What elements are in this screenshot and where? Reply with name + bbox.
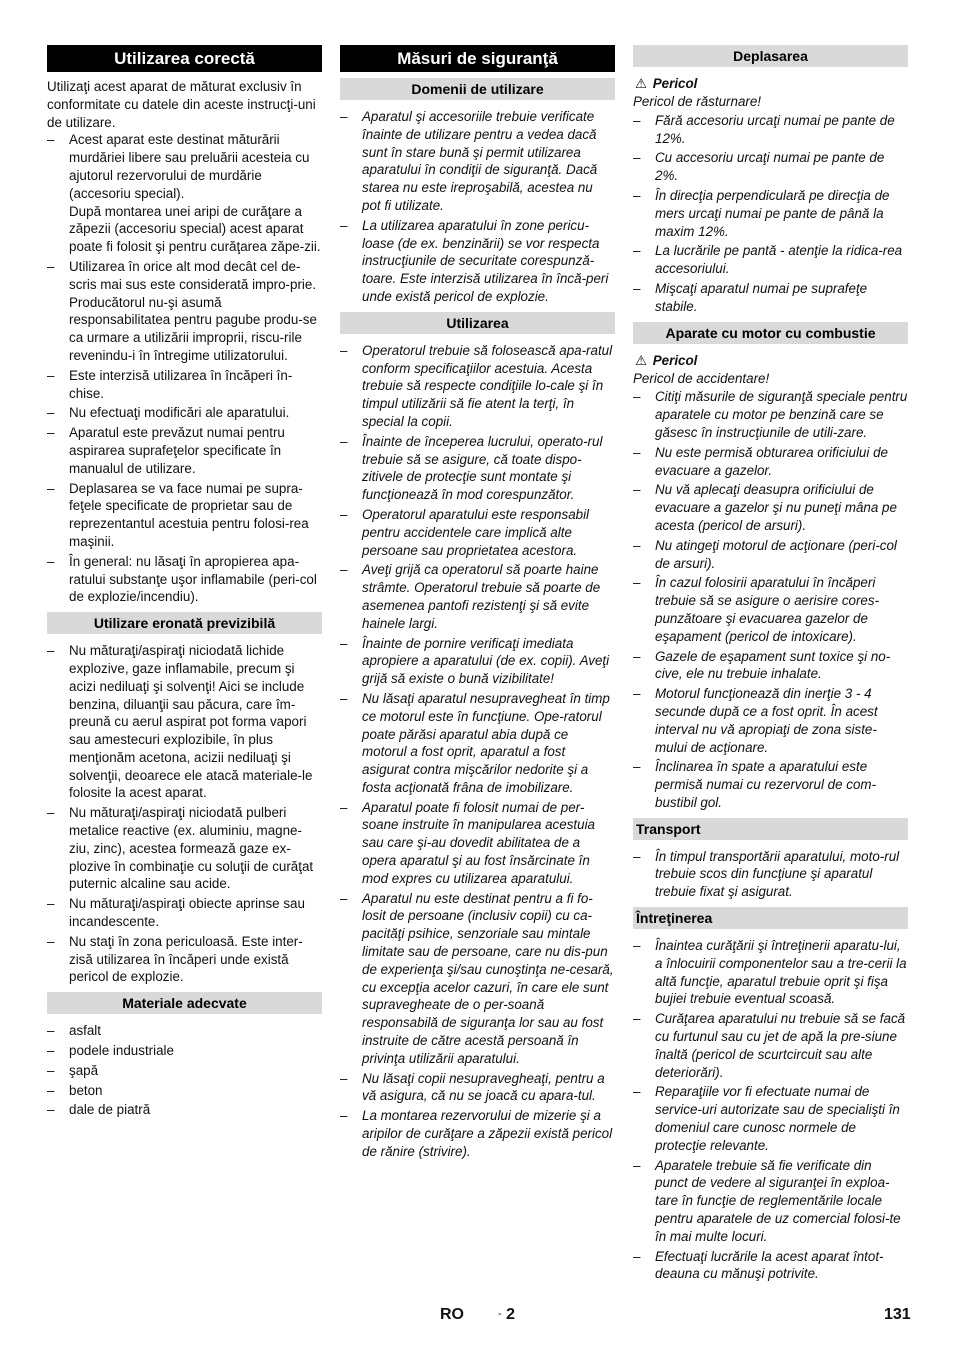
- language-code: RO: [440, 1306, 464, 1323]
- list-item: – Aparatele trebuie să fie verificate din punct de vedere al siguranţei în exploa-tare în funcţie de reglementările locale pentru aparatele de uz comercial folosi-te în mai multe locuri.: [633, 1157, 908, 1246]
- list-item: – Acest aparat este destinat măturării murdăriei libere sau preluării acesteia cu ajutorul rezervorului de murdărie (accesoriu special). După montarea unei aripi de curăţare a zăpezii (accesoriu special) acest aparat poate fi folosit şi pentru curăţarea zăpe-zii.: [47, 131, 322, 256]
- page-number: 131: [884, 1306, 911, 1323]
- list-item: – Aveţi grijă ca operatorul să poarte haine strâmte. Operatorul trebuie să poarte de asemenea pantofi rezistenţi şi să evite hainele largi.: [340, 561, 615, 632]
- list-item: – În cazul folosirii aparatului în încăperi trebuie să se asigure o aerisire cores-punzătoare şi evacuarea gazelor de eşapament (pericol de intoxicare).: [633, 574, 908, 645]
- snow-wing-note: După montarea unei aripi de curăţare a zăpezii (accesoriu special) acest aparat poate fi folosit şi pentru curăţarea zăpe-zii.: [69, 203, 321, 255]
- materials-list: [47, 1022, 322, 1119]
- list-item: – Reparaţiile vor fi efectuate numai de service-uri autorizate sau de specialişti în domeniul care cunosc normele de protecţie relevante.: [633, 1083, 908, 1154]
- list-item: – Efectuaţi lucrările la acest aparat întot-deauna cu mănuşi potrivite.: [633, 1248, 908, 1284]
- list-item: – şapă: [47, 1062, 322, 1080]
- list-item: – Aparatul este prevăzut numai pentru aspirarea suprafeţelor specificate în manualul de utilizare.: [47, 424, 322, 477]
- subsection-title-domains: Domenii de utilizare: [340, 78, 615, 100]
- misuse-list: [47, 642, 322, 986]
- intro-paragraph: Utilizaţi acest aparat de măturat exclusiv în conformitate cu datele din aceste instrucţi-uni de utilizare.: [47, 79, 316, 130]
- list-item: – Nu lăsaţi aparatul nesupravegheat în timp ce motorul este în funcţiune. Ope-ratorul poate părăsi aparatul abia după ce motorul a fost oprit, aparatul a fost asigurat contra mişcărilor nedorite şi a fosta acţionată frâna de imobilizare.: [340, 690, 615, 797]
- list-item: – Operatorul aparatului este responsabil pentru accidentele care implică alte persoane sau proprietatea acestora.: [340, 506, 615, 559]
- transport-list: [633, 848, 908, 901]
- travel-list: [633, 112, 908, 316]
- list-item: – podele industriale: [47, 1042, 322, 1060]
- list-item: – Deplasarea se va face numai pe supra-feţele specificate de proprietar sau de reprezentantul acestuia pentru folosi-rea maşinii.: [47, 480, 322, 551]
- list-item: – Operatorul trebuie să folosească apa-ratul conform specificaţiilor acestuia. Acesta trebuie să respecte condiţiile lo-cale şi în timpul utilizării să fie atent la terţi, în special la copii.: [340, 342, 615, 431]
- subsection-title-transport: Transport: [633, 818, 908, 840]
- list-item: – Motorul funcţionează din inerţie 3 - 4 secunde după ce a fost oprit. În acest interval nu vă apropiaţi de zona siste-mului de acţionare.: [633, 685, 908, 756]
- list-item: – Înclinarea în spate a aparatului este permisă numai cu rezervorul de com-bustibil gol.: [633, 758, 908, 811]
- list-item: – Aparatul nu este destinat pentru a fi fo-losit de persoane (inclusiv copii) cu ca-pacităţi psihice, senzoriale sau mintale limitate sau de persoane, care nu dis-pun de experienţa şi/sau cunoştinţa ne-cesară, cu excepţia acelor cazuri, în care ele sunt supravegheate de o per-soană responsabilă de siguranţa lor sau au fost instruite de către acestă persoană în privinţa utilizării aparatului.: [340, 890, 615, 1068]
- list-item: – Nu vă aplecaţi deasupra orificiului de evacuare a gazelor şi nu puneţi mâna pe acesta (pericol de arsuri).: [633, 481, 908, 534]
- domains-list: [340, 108, 615, 306]
- list-item: – Înaintea curăţării şi întreţinerii aparatu-lui, a înlocuirii componentelor sau a tre-cerii la altă funcţie, aparatul trebuie oprit şi fişa bujiei trebuie eventual scoasă.: [633, 937, 908, 1008]
- list-item: – În direcţia perpendiculară pe direcţia de mers urcaţi numai pe pante de până la maxim 12%.: [633, 187, 908, 240]
- list-item: – Nu staţi în zona periculoasă. Este inter-zisă utilizarea în încăperi unde există pericol de explozie.: [47, 933, 322, 986]
- list-item: – Fără accesoriu urcaţi numai pe pante de 12%.: [633, 112, 908, 148]
- maintenance-list: [633, 937, 908, 1283]
- page-footer: [0, 1306, 954, 1328]
- list-item: – Nu măturaţi/aspiraţi niciodată lichide explozive, gaze inflamabile, precum şi acizi nediluaţi şi solvenţi! Aici se include benzina, diluanţii sau păcura, care îm-preună cu aerul aspirat pot forma vapori sau amestecuri explozibile, în plus menţionăm acetona, acizii nediluaţi şi solvenţii, deoarece ele atacă materiale-le folosite la acest aparat.: [47, 642, 322, 802]
- list-item: – Nu măturaţi/aspiraţi niciodată pulberi metalice reactive (ex. aluminiu, magne-ziu, zinc), acestea formează gaze ex-plozive în combinaţie cu soluţii de curăţat puternic alcaline sau acide.: [47, 804, 322, 893]
- section-page-number: - 2: [498, 1306, 516, 1323]
- subsection-title-maintenance: Întreţinerea: [633, 907, 908, 929]
- list-item: – Cu accesoriu urcaţi numai pe pante de 2%.: [633, 149, 908, 185]
- list-item: – Mişcaţi aparatul numai pe suprafeţe stabile.: [633, 280, 908, 316]
- section-title-masuri-de-siguranta: Măsuri de siguranţă: [340, 45, 615, 72]
- list-item: – Nu măturaţi/aspiraţi obiecte aprinse sau incandescente.: [47, 895, 322, 931]
- list-item: – Nu efectuaţi modificări ale aparatului.: [47, 404, 322, 422]
- section-title-utilizarea-corecta: Utilizarea corectă: [47, 45, 322, 72]
- combustion-list: [633, 388, 908, 811]
- column-middle: [340, 45, 615, 1165]
- list-item: – Curăţarea aparatului nu trebuie să se facă cu furtunul sau cu jet de apă la pre-siune înaltă (pericol de scurtcircuit sau alte deteriorări).: [633, 1010, 908, 1081]
- correct-use-list: [47, 131, 322, 606]
- list-item: – La lucrările pe pantă - atenţie la ridica-rea accesoriului.: [633, 242, 908, 278]
- list-item: – beton: [47, 1082, 322, 1100]
- list-item: – Aparatul poate fi folosit numai de per-soane instruite în manipularea acestuia sau care şi-au dovedit abilitatea de a opera aparatul şi au fost însărcinate în mod expres cu utilizarea aparatului.: [340, 799, 615, 888]
- subsection-title-combustion: Aparate cu motor cu combustie: [633, 322, 908, 344]
- list-item: – Înainte de pornire verificaţi imediata apropiere a aparatului (de ex. copii). Aveţi grijă să existe o bună vizibilitate!: [340, 635, 615, 688]
- danger-text: Pericol de răsturnare!: [633, 94, 762, 109]
- danger-heading: ⚠ Pericol: [634, 76, 698, 91]
- warning-triangle-icon: ⚠: [634, 76, 647, 91]
- list-item: – Utilizarea în orice alt mod decât cel de-scris mai sus este considerată impro-prie. Producătorul nu-şi asumă responsabilitatea pentru pagube produ-se ca urmare a utilizării improprii, riscu-rile revenindu-i în întregime utilizatorului.: [47, 258, 322, 365]
- list-item: – asfalt: [47, 1022, 322, 1040]
- subsection-title-usage: Utilizarea: [340, 312, 615, 334]
- list-item: – Gazele de eşapament sunt toxice şi no-cive, ele nu trebuie inhalate.: [633, 648, 908, 684]
- list-item: – În general: nu lăsaţi în apropierea apa-ratului substanţe uşor inflamabile (peri-col de explozie/incendiu).: [47, 553, 322, 606]
- subsection-title-materials: Materiale adecvate: [47, 992, 322, 1014]
- list-item: – Nu este permisă obturarea orificiului de evacuare a gazelor.: [633, 444, 908, 480]
- list-item: – dale de piatră: [47, 1101, 322, 1119]
- warning-triangle-icon: ⚠: [634, 352, 647, 368]
- list-item: – Înainte de începerea lucrului, operato-rul trebuie să se asigure, că toate dispo-zitivele de protecţie sunt montate şi funcţionează în mod corespunzător.: [340, 433, 615, 504]
- list-item: – Nu lăsaţi copii nesupravegheaţi, pentru a vă asigura, că nu se joacă cu apara-tul.: [340, 1070, 615, 1106]
- list-item: – La utilizarea aparatului în zone pericu-loase (de ex. benzinării) se vor respecta instrucţiunile de securitate corespunză-toare. Este interzisă utilizarea în încă-peri unde există pericol de explozie.: [340, 217, 615, 306]
- subsection-title-misuse: Utilizare eronată previzibilă: [47, 612, 322, 634]
- subsection-title-travel: Deplasarea: [633, 45, 908, 67]
- list-item: – În timpul transportării aparatului, moto-rul trebuie scos din funcţiune şi aparatul trebuie fixat şi asigurat.: [633, 848, 908, 901]
- column-left: [47, 45, 322, 1123]
- list-item: – Citiţi măsurile de siguranţă speciale pentru aparatele cu motor pe benzină care se găsesc în instrucţiunile de utili-zare.: [633, 388, 908, 441]
- list-item: – Aparatul şi accesoriile trebuie verificate înainte de utilizare pentru a vedea dacă sunt în stare bună şi permit utilizarea aparatului în condiţii de siguranţă. Dacă starea nu este ireproşabilă, acestea nu pot fi utilizate.: [340, 108, 615, 215]
- list-item: – La montarea rezervorului de mizerie şi a aripilor de curăţare a zăpezii există pericol de rănire (strivire).: [340, 1107, 615, 1160]
- list-item: – Este interzisă utilizarea în încăperi în-chise.: [47, 367, 322, 403]
- danger-heading: ⚠ Pericol: [634, 352, 698, 368]
- list-item: – Nu atingeţi motorul de acţionare (peri-col de arsuri).: [633, 537, 908, 573]
- column-right: [633, 45, 908, 1287]
- danger-text: Pericol de accidentare!: [633, 370, 770, 386]
- usage-list: [340, 342, 615, 1161]
